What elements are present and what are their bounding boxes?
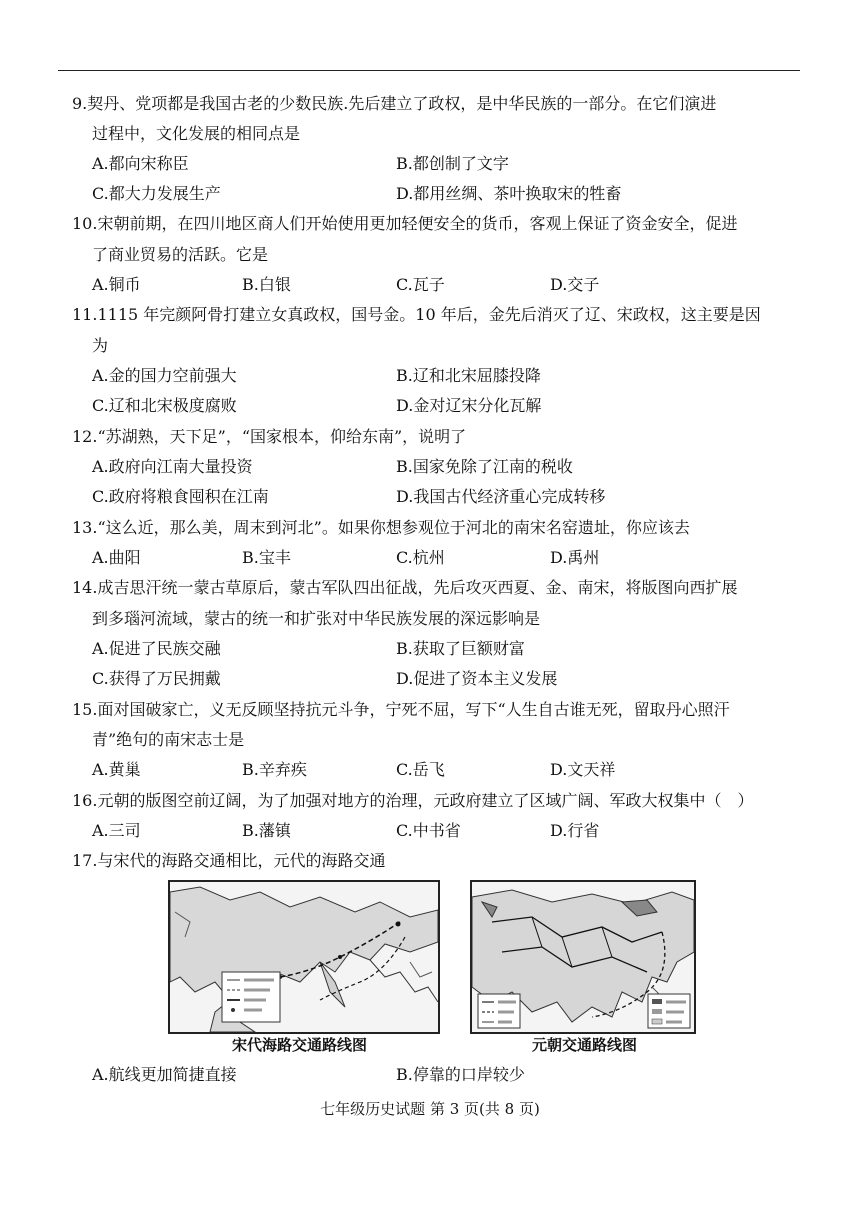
option-11b: B.辽和北宋屈膝投降 (396, 366, 541, 385)
option-12b: B.国家免除了江南的税收 (396, 457, 573, 476)
option-12c: C.政府将粮食囤积在江南 (92, 487, 269, 506)
option-10a: A.铜币 (92, 275, 141, 294)
option-12d: D.我国古代经济重心完成转移 (396, 487, 606, 506)
option-16c: C.中书省 (396, 821, 461, 840)
question-11-line-1: 11.1115 年完颜阿骨打建立女真政权，国号金。10 年后，金先后消灭了辽、宋政权，这主要是因 (72, 305, 761, 324)
question-9-line-1: 9.契丹、党项都是我国古老的少数民族.先后建立了政权，是中华民族的一部分。在它们演进 (72, 94, 717, 113)
option-15d: D.文天祥 (550, 760, 616, 779)
question-17-line-1: 17.与宋代的海路交通相比，元代的海路交通 (72, 851, 386, 870)
song-sea-route-map (168, 880, 440, 1034)
option-10d: D.交子 (550, 275, 600, 294)
option-9a: A.都向宋称臣 (92, 154, 189, 173)
yuan-map-drawing (472, 882, 694, 1032)
option-15a: A.黄巢 (92, 760, 141, 779)
question-12-line-1: 12.“苏湖熟，天下足”，“国家根本，仰给东南”，说明了 (72, 427, 467, 446)
option-11d: D.金对辽宋分化瓦解 (396, 396, 542, 415)
option-15c: C.岳飞 (396, 760, 445, 779)
option-16a: A.三司 (92, 821, 141, 840)
option-13b: B.宝丰 (242, 548, 291, 567)
option-9c: C.都大力发展生产 (92, 184, 221, 203)
option-14c: C.获得了万民拥戴 (92, 669, 221, 688)
option-14a: A.促进了民族交融 (92, 639, 221, 658)
option-11a: A.金的国力空前强大 (92, 366, 237, 385)
yuan-map-caption: 元朝交通路线图 (532, 1036, 638, 1054)
option-17b: B.停靠的口岸较少 (396, 1065, 525, 1084)
option-13a: A.曲阳 (92, 548, 141, 567)
option-10c: C.瓦子 (396, 275, 445, 294)
song-map-caption: 宋代海路交通路线图 (232, 1036, 368, 1054)
option-17a: A.航线更加简捷直接 (92, 1065, 237, 1084)
question-16-line-1: 16.元朝的版图空前辽阔，为了加强对地方的治理，元政府建立了区域广阔、军政大权集中（ ） (72, 791, 754, 810)
question-15-line-1: 15.面对国破家亡，义无反顾坚持抗元斗争，宁死不屈，写下“人生自古谁无死，留取丹心照汗 (72, 700, 730, 719)
option-12a: A.政府向江南大量投资 (92, 457, 253, 476)
page-footer: 七年级历史试题 第 3 页(共 8 页) (320, 1100, 540, 1118)
option-14d: D.促进了资本主义发展 (396, 669, 558, 688)
option-10b: B.白银 (242, 275, 291, 294)
option-13c: C.杭州 (396, 548, 445, 567)
question-14-line-1: 14.成吉思汗统一蒙古草原后，蒙古军队四出征战，先后攻灭西夏、金、南宋，将版图向西扩展 (72, 578, 738, 597)
option-14b: B.获取了巨额财富 (396, 639, 525, 658)
option-16b: B.藩镇 (242, 821, 291, 840)
option-9b: B.都创制了文字 (396, 154, 509, 173)
option-11c: C.辽和北宋极度腐败 (92, 396, 237, 415)
question-13-line-1: 13.“这么近，那么美，周末到河北”。如果你想参观位于河北的南宋名窑遗址，你应该去 (72, 518, 690, 537)
question-10-line-2: 了商业贸易的活跃。它是 (92, 245, 269, 264)
option-13d: D.禹州 (550, 548, 600, 567)
option-16d: D.行省 (550, 821, 600, 840)
question-11-line-2: 为 (92, 336, 109, 355)
question-9-line-2: 过程中，文化发展的相同点是 (92, 124, 301, 143)
question-14-line-2: 到多瑙河流域，蒙古的统一和扩张对中华民族发展的深远影响是 (92, 609, 541, 628)
question-10-line-1: 10.宋朝前期，在四川地区商人们开始使用更加轻便安全的货币，客观上保证了资金安全，促进 (72, 214, 738, 233)
yuan-route-map (470, 880, 696, 1034)
header-rule (58, 70, 800, 71)
option-9d: D.都用丝绸、茶叶换取宋的牲畜 (396, 184, 622, 203)
question-15-line-2: 青”绝句的南宋志士是 (92, 730, 245, 749)
song-map-drawing (170, 882, 438, 1032)
option-15b: B.辛弃疾 (242, 760, 307, 779)
